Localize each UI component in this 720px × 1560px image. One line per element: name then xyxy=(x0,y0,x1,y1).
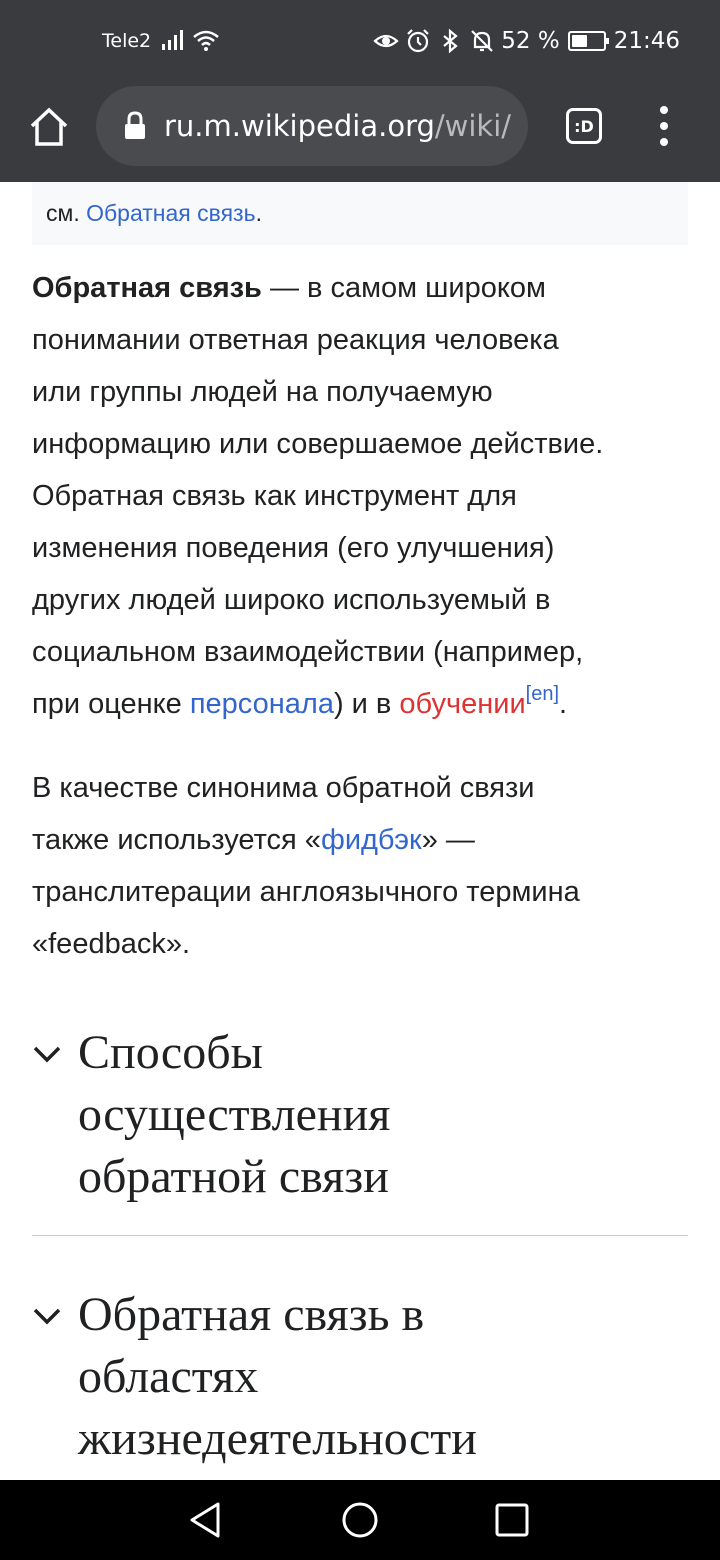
link-personnel[interactable]: персонала xyxy=(189,688,334,720)
bluetooth-icon xyxy=(437,28,463,54)
more-options-icon[interactable] xyxy=(650,104,678,148)
link-feedback[interactable]: фидбэк xyxy=(320,824,422,856)
reference-en[interactable]: [en] xyxy=(525,683,560,706)
battery-percent: 52 % xyxy=(501,28,560,54)
status-bar xyxy=(0,0,720,84)
url-path: /wiki/ xyxy=(434,109,512,143)
recents-icon[interactable] xyxy=(492,1500,532,1540)
status-right-cluster xyxy=(373,26,680,56)
alarm-icon xyxy=(405,28,431,54)
home-nav-icon[interactable] xyxy=(340,1500,380,1540)
article-paragraph-1: Обратная связь — в самом широком понимании ответная реакция человека или группы людей на получаемую информацию или совершаемое действие. Обратная связь как инструмент для изменения поведения (его улучшения) других людей широко используемый в социальном взаимодействии (например, при оценке персонала) и в обучении[en]. xyxy=(32,272,604,720)
home-icon[interactable] xyxy=(26,104,72,150)
lock-icon xyxy=(124,111,146,141)
article-term: Обратная связь xyxy=(32,272,262,304)
article-paragraph-2: В качестве синонима обратной связи также используется «фидбэк» — транслитерации англоязычного термина «feedback». xyxy=(32,772,580,960)
tab-switcher-button[interactable] xyxy=(566,108,602,144)
hatnote xyxy=(32,182,688,245)
notifications-off-icon xyxy=(469,28,495,54)
battery-icon xyxy=(568,31,606,51)
back-icon[interactable] xyxy=(186,1500,226,1540)
carrier-label: Tele2 xyxy=(102,30,152,52)
url-host: ru.m.wikipedia.org xyxy=(164,109,435,143)
redlink-training[interactable]: обучении xyxy=(399,688,526,720)
chevron-down-icon xyxy=(32,1044,62,1064)
section-heading: Способы осуществления обратной связи xyxy=(78,1026,391,1203)
section-heading: Обратная связь в областях жизнедеятельности xyxy=(78,1288,477,1465)
eye-icon xyxy=(373,28,399,54)
hatnote-link[interactable]: Обратная связь xyxy=(86,200,256,226)
section-methods[interactable] xyxy=(32,1022,688,1236)
signal-icon xyxy=(160,28,188,52)
section-areas[interactable] xyxy=(32,1284,688,1480)
hatnote-text: см. Обратная связь. xyxy=(46,200,262,226)
wifi-icon xyxy=(192,28,220,52)
browser-toolbar xyxy=(0,84,720,182)
tab-switcher-label: :D xyxy=(574,116,594,136)
clock: 21:46 xyxy=(613,28,680,54)
url-bar[interactable] xyxy=(96,86,528,166)
chevron-down-icon xyxy=(32,1306,62,1326)
system-navigation-bar xyxy=(0,1480,720,1560)
